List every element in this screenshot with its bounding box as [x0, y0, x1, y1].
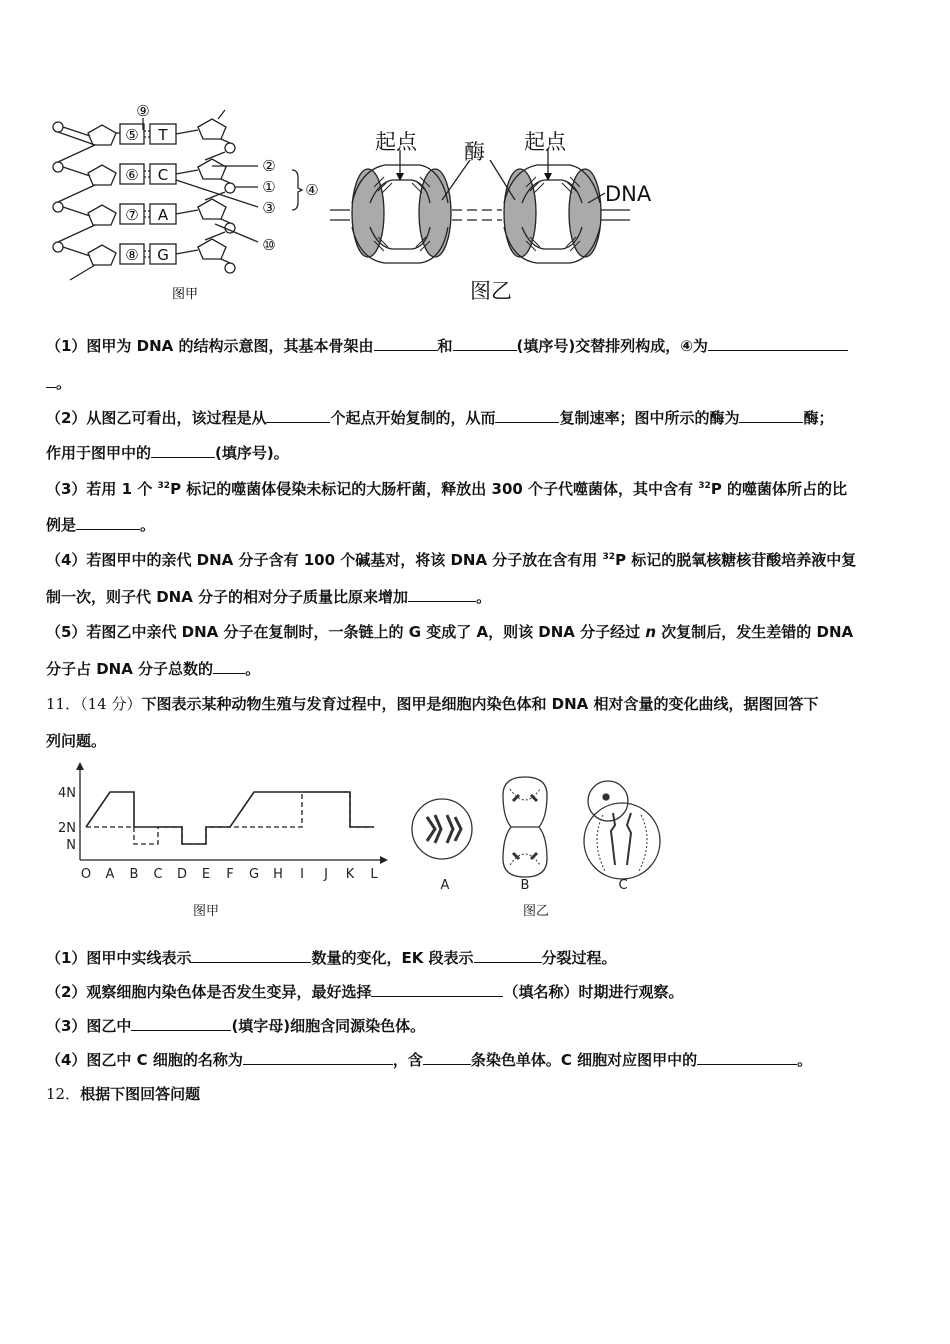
y-tick-label: N — [66, 838, 76, 853]
answer-blank[interactable] — [131, 1016, 231, 1031]
answer-blank[interactable] — [151, 443, 215, 458]
x-tick-label: L — [370, 867, 378, 882]
answer-blank[interactable] — [453, 336, 517, 351]
x-tick-label: O — [80, 867, 92, 882]
x-tick-label: B — [129, 867, 139, 882]
fig-yi-caption: 图乙 — [470, 279, 512, 303]
x-tick-label: C — [153, 867, 163, 882]
cell-b — [503, 777, 547, 877]
q11-intro-line2: 列问题。 — [46, 732, 107, 750]
q10-part1-line2: 。 — [46, 373, 910, 393]
label-7: ⑦ — [125, 206, 139, 224]
q10-part3-line1: （3）若用 1 个 $^{32}$P 标记的噬菌体侵染未标记的大肠杆菌，释放出 300 个子代噬菌体，其中含有 $^{32}$P 的噬菌体所占的比 — [46, 480, 848, 498]
label-4: ④ — [305, 181, 319, 199]
label-2: ② — [262, 157, 276, 175]
answer-blank[interactable] — [423, 1050, 471, 1065]
cell-label-a: A — [440, 878, 450, 893]
base-c: C — [157, 166, 169, 184]
q10-part1-line1: （1）图甲为 DNA 的结构示意图，其基本骨架由 和 (填序号)交替排列构成，④为 — [46, 336, 910, 356]
series-solid-line — [86, 792, 374, 844]
answer-blank[interactable] — [708, 336, 848, 351]
cell-a — [412, 799, 472, 859]
answer-blank[interactable] — [46, 373, 56, 388]
answer-blank[interactable] — [266, 408, 330, 423]
q11-cells-yi — [405, 765, 675, 915]
q12-intro: 12．根据下图回答问题 — [46, 1085, 201, 1103]
series-dashed-line — [86, 792, 374, 844]
q11-intro-line1: 11．（14 分）下图表示某种动物生殖与发育过程中，图甲是细胞内染色体和 DNA 相对含量的变化曲线，据图回答下 — [46, 695, 819, 713]
chart-caption-yi: 图乙 — [523, 904, 550, 919]
label-9: ⑨ — [136, 102, 150, 120]
q10-part5-line1: （5）若图乙中亲代 DNA 分子在复制时，一条链上的 G 变成了 A，则该 DNA 分子经过 n 次复制后，发生差错的 DNA — [46, 623, 854, 641]
base-g: G — [157, 246, 169, 264]
fig-jia-dna-structure — [40, 100, 330, 310]
q11-part3: （3）图乙中 (填字母)细胞含同源染色体。 — [46, 1017, 426, 1035]
answer-blank[interactable] — [697, 1050, 797, 1065]
label-1: ① — [262, 178, 276, 196]
y-tick-label: 2N — [58, 821, 76, 836]
answer-blank[interactable] — [213, 659, 245, 674]
label-origin-right: 起点 — [524, 130, 566, 154]
x-tick-label: J — [324, 867, 328, 882]
q10-part4-line2: 制一次，则子代 DNA 分子的相对分子质量比原来增加 。 — [46, 588, 492, 606]
x-tick-label: F — [226, 867, 234, 882]
q10-part2-line1: （2）从图乙可看出，该过程是从 个起点开始复制的，从而 复制速率；图中所示的酶为 酶； — [46, 409, 834, 427]
label-5: ⑤ — [125, 126, 139, 144]
q11-part2: （2）观察细胞内染色体是否发生变异，最好选择 （填名称）时期进行观察。 — [46, 983, 684, 1001]
x-tick-label: E — [201, 867, 211, 882]
label-origin-left: 起点 — [375, 130, 417, 154]
left-backbone — [53, 122, 120, 280]
label-10: ⑩ — [262, 236, 276, 254]
answer-blank[interactable] — [371, 982, 503, 997]
answer-blank[interactable] — [739, 408, 803, 423]
label-8: ⑧ — [125, 246, 139, 264]
q10-part2-line2: 作用于图甲中的 (填序号)。 — [46, 444, 289, 462]
fig-jia-caption: 图甲 — [171, 287, 199, 302]
x-tick-label: K — [345, 867, 355, 882]
cell-label-c: C — [618, 878, 628, 893]
x-tick-label: A — [105, 867, 115, 882]
cell-label-b: B — [520, 878, 530, 893]
label-3: ③ — [262, 199, 276, 217]
answer-blank[interactable] — [495, 408, 559, 423]
base-a: A — [157, 206, 169, 224]
y-tick-label: 4N — [58, 786, 76, 801]
x-tick-label: I — [300, 867, 304, 882]
x-tick-label: G — [248, 867, 260, 882]
q11-part1: （1）图甲中实线表示 数量的变化，EK 段表示 分裂过程。 — [46, 949, 617, 967]
q11-chart-jia — [50, 762, 390, 922]
answer-blank[interactable] — [474, 948, 542, 963]
chart-caption-jia: 图甲 — [193, 904, 220, 919]
answer-blank[interactable] — [191, 948, 311, 963]
q10-part3-line2: 例是 。 — [46, 516, 156, 534]
q10-part5-line2: 分子占 DNA 分子总数的 。 — [46, 660, 261, 678]
answer-blank[interactable] — [243, 1050, 393, 1065]
x-tick-label: D — [176, 867, 188, 882]
answer-blank[interactable] — [374, 336, 438, 351]
fig-yi-replication — [330, 115, 670, 310]
label-6: ⑥ — [125, 166, 139, 184]
answer-blank[interactable] — [76, 515, 140, 530]
right-backbone — [198, 110, 235, 273]
q11-part4: （4）图乙中 C 细胞的名称为 ，含 条染色单体。C 细胞对应图甲中的 。 — [46, 1051, 813, 1069]
answer-blank[interactable] — [408, 587, 476, 602]
label-dna: DNA — [605, 182, 652, 206]
cell-c — [584, 781, 660, 879]
q10-part4-line1: （4）若图甲中的亲代 DNA 分子含有 100 个碱基对，将该 DNA 分子放在含有用 $^{32}$P 标记的脱氧核糖核苷酸培养液中复 — [46, 551, 857, 569]
base-t: T — [158, 126, 168, 144]
label-enzyme: 酶 — [464, 140, 485, 164]
x-tick-label: H — [273, 867, 283, 882]
